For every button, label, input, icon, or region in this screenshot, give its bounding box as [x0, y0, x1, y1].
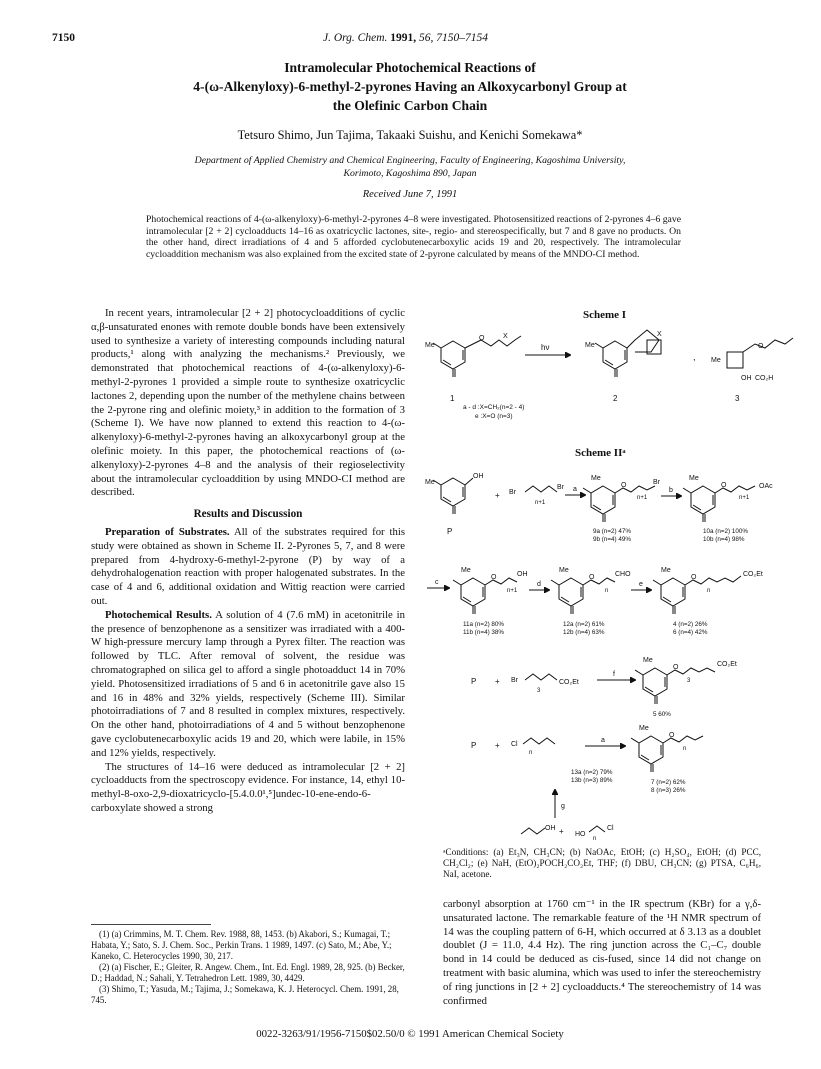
o-label: O: [479, 335, 485, 342]
x-label: X: [657, 331, 662, 338]
prep-text: All of the substrates required for this study were obtained as shown in Scheme II. 2-Pyrones 5, 7, and 8 were prepared from 4-hydroxy-6-methyl-2-pyrone (P) by way of a dehydrohalogenation reaction with proper halogenated substrates. In the case of 4 and 6, additional oxidation and Wittig reaction were carried out.: [91, 525, 405, 607]
me-label: Me: [559, 567, 569, 574]
substituent-a-d: a - d :X=CH₂(n=2 - 4): [463, 404, 525, 411]
yield-9b: 9b (n=4) 49%: [593, 536, 631, 543]
yield-8: 8 (n=3) 26%: [651, 787, 686, 794]
comma: ,: [693, 352, 696, 362]
received-date: Received June 7, 1991: [362, 189, 458, 200]
scheme-2-title: Scheme IIᵃ: [575, 447, 626, 459]
me-label: Me: [461, 567, 471, 574]
yield-11a: 11a (n=2) 80%: [463, 621, 505, 628]
page-number: 7150: [52, 32, 75, 44]
yield-6: 6 (n=4) 42%: [673, 629, 708, 636]
me-label: Me: [711, 357, 721, 364]
affiliation-line: Korimoto, Kagoshima 890, Japan: [343, 167, 477, 179]
step-b: b: [669, 487, 673, 494]
yield-13a: 13a (n=2) 79%: [571, 769, 613, 776]
footnote: (3) Shimo, T.; Yasuda, M.; Tajima, J.; Somekawa, K. J. Heterocycl. Chem. 1991, 28, 745.: [91, 984, 399, 1005]
br-label: Br: [557, 484, 564, 491]
affiliation: [110, 155, 710, 180]
yield-12a: 12a (n=2) 61%: [563, 621, 605, 628]
o-label: O: [589, 574, 595, 581]
photo-paragraph: [91, 609, 405, 761]
me-label: Me: [425, 479, 435, 486]
left-column: [91, 307, 405, 816]
n-plus-1-label: n+1: [637, 495, 648, 501]
yield-13b: 13b (n=3) 89%: [571, 777, 613, 784]
footnote-rule: [91, 924, 211, 925]
cl-label: Cl: [607, 825, 614, 832]
me-label: Me: [661, 567, 671, 574]
compound-P-label: P: [471, 741, 477, 750]
co2et-label: CO₂Et: [717, 661, 737, 668]
oh-label: OH: [517, 571, 528, 578]
oh-label: OH: [545, 825, 556, 832]
compound-P-label: P: [471, 677, 477, 686]
o-label: O: [673, 664, 679, 671]
n-label: n: [593, 836, 597, 842]
o-label: O: [669, 732, 675, 739]
running-header: [52, 32, 759, 52]
oac-label: OAc: [759, 483, 773, 490]
pyrone-7-8-structure: [631, 736, 663, 772]
title-line: Intramolecular Photochemical Reactions of: [284, 60, 536, 75]
pyrone-12-structure: [551, 578, 583, 614]
prep-heading: Preparation of Substrates.: [105, 525, 230, 538]
footnote: (2) (a) Fischer, E.; Gleiter, R. Angew. Chem., Int. Ed. Engl. 1989, 28, 925. (b) Becker, D.; Haddad, N.; Sahali, Y. Tetrahedron Lett. 1989, 30, 4429.: [91, 962, 405, 983]
authors: Tetsuro Shimo, Jun Tajima, Takaaki Suishu, and Kenichi Somekawa*: [237, 128, 583, 142]
step-e: e: [639, 581, 643, 588]
hv-label: hν: [541, 343, 550, 352]
step-f: f: [613, 671, 615, 678]
yield-11b: 11b (n=4) 38%: [463, 629, 505, 636]
co2h-label: CO₂H: [755, 375, 774, 382]
me-label: Me: [689, 475, 699, 482]
me-label: Me: [591, 475, 601, 482]
right-column-text: carbonyl absorption at 1760 cm⁻¹ in the IR spectrum (KBr) for a γ,δ-unsaturated lactone. The remarkable feature of the ¹H NMR spectrum of 14 was the coupling pattern of 6-H, which occurred at δ 3.13 as a doublet doublet (J = 11.0, 4.4 Hz). The ring junction across the C₁–C₇ double bond in 14 could be deduced as cis-fused, since 14 did not change on treatment with basic alumina, which was used to infer the stereochemistry of ring junctions in [2 + 2] cycloadducts.⁴ The stereochemistry of 14 was confirmed: [443, 898, 761, 1007]
n-plus-1-label: n+1: [535, 500, 546, 506]
article-title: [100, 58, 720, 115]
title-line: 4-(ω-Alkenyloxy)-6-methyl-2-pyrones Having an Alkoxycarbonyl Group at: [193, 79, 627, 94]
reaction-schemes: [425, 300, 805, 845]
step-a: a: [573, 486, 577, 493]
pyrone-P-structure: [433, 478, 465, 514]
o-label: O: [621, 482, 627, 489]
pyrone-4-6-structure: [653, 578, 685, 614]
br-label: Br: [511, 677, 518, 684]
photo-text: A solution of 4 (7.6 mM) in acetonitrile in the presence of benzophenone as a sensitizer was irradiated with a 400-W high-pressure mercury lamp through a Pyrex filter. The reaction was followed by TLC. After removal of solvent, the residue was chromatographed on silica gel to afford a single photoadduct 14 in 70% yield. Photosensitized irradiations of 5 and 6 in acetonitrile gave also 15 and 16 in 48% and 32% yields, respectively (Scheme III). Similar photoirradiations of 7 and 8 resulted in complex mixtures, respectively. On the other hand, photoirradiations of 4 and 5 without benzophenone gave cyclobutenecarboxylic acids 19 and 20, which were labile, in 15% and 12% yields, respectively.: [91, 608, 405, 759]
intro-paragraph: In recent years, intramolecular [2 + 2] photocycloadditions of cyclic α,β-unsaturated enones with remote double bonds have been extensively used to synthesize a variety of interesting compounds including natural products,¹ along with analyzing the mechanisms.² Previously, we demonstrated that photochemical reactions of 4-(ω-alkenyloxy)-6-methyl-2-pyrones 1 provided a simple route to synthesize oxatricyclic lactones 2, depending upon the number of the methylene chains between the 2-pyrone ring and olefinic moiety,³ in addition to the formation of 3 (Scheme I). We have now planned to extend this reaction to 4-(ω-alkenyloxy)-6-methyl-2-pyrones having an alkoxycarbonyl group at the olefinic moiety. In this paper, the photochemical reactions of (ω-alkenyloxy)-2-pyrones 4–8 and the analysis of their regioselectivity about the intramolecular cycloaddition by using MNDO-CI method are described.: [91, 307, 405, 499]
yield-10a: 10a (n=2) 100%: [703, 528, 748, 535]
plus-sign: +: [495, 677, 500, 686]
oh-label: OH: [473, 473, 484, 480]
pyrone-1-structure: [433, 341, 465, 377]
o-label: O: [491, 574, 497, 581]
affiliation-line: Department of Applied Chemistry and Chemical Engineering, Faculty of Engineering, Kagoshima University,: [194, 155, 626, 166]
br-label: Br: [509, 489, 516, 496]
n-label: n: [605, 588, 609, 594]
step-d: d: [537, 581, 541, 588]
me-label: Me: [639, 725, 649, 732]
br-label: Br: [653, 479, 660, 486]
compound-P-label: P: [447, 527, 453, 536]
cl-label: Cl: [511, 741, 518, 748]
me-label: Me: [585, 342, 595, 349]
n-label: n: [707, 588, 711, 594]
compound-2-label: 2: [613, 394, 618, 403]
copyright-footer: 0022-3263/91/1956-7150$02.50/0 © 1991 American Chemical Society: [256, 1028, 564, 1040]
co2et-label: CO₂Et: [743, 571, 763, 578]
structure-paragraph: The structures of 14–16 were deduced as intramolecular [2 + 2] cycloadducts from the spectroscopy evidence. For instance, 14, ethyl 10-methyl-8-oxo-2,9-dioxatricyclo-[5.4.0.0¹,⁵]undec-10-ene-endo-6-carboxylate showed a strong: [91, 760, 405, 814]
journal-name: J. Org. Chem.: [322, 32, 388, 44]
scheme-1-title: Scheme I: [583, 309, 627, 321]
n-3-label: 3: [537, 688, 541, 694]
x-label: X: [503, 333, 508, 340]
footnotes: [91, 924, 405, 1006]
yield-5: 5 60%: [653, 711, 671, 718]
yield-12b: 12b (n=4) 63%: [563, 629, 605, 636]
step-c: c: [435, 579, 439, 586]
lactone-2-structure: [595, 341, 627, 377]
abstract: Photochemical reactions of 4-(ω-alkenyloxy)-6-methyl-2-pyrones 4–8 were investigated. Photosensitized reactions of 2-pyrones 4–6 gave intramolecular [2 + 2] cycloadducts 14–16 as oxatricyclic lactones, site-, regio- and stereospecifically, but 7 and 8 gave no products. On the other hand, direct irradiations of 4 and 5 afforded cyclobutenecarboxylic acids 19 and 20, respectively. The intramolecular cycloaddition mechanism was also explained from the excited state of 2-pyrone calculated by means of the MNDO-CI method.: [146, 214, 681, 260]
pyrone-5-structure: [635, 668, 667, 704]
n-label: n: [529, 750, 533, 756]
prep-paragraph: [91, 526, 405, 609]
n-3-label: 3: [687, 678, 691, 684]
journal-pages: 7150–7154: [436, 32, 489, 44]
ho-label: HO: [575, 831, 586, 838]
section-heading: Results and Discussion: [193, 508, 303, 521]
compound-3-label: 3: [735, 394, 740, 403]
o-label: O: [721, 482, 727, 489]
oh-label: OH: [741, 375, 752, 382]
step-a: a: [601, 737, 605, 744]
substituent-e: e :X=O (n=3): [475, 413, 513, 420]
title-line: the Olefinic Carbon Chain: [332, 98, 488, 113]
yield-7: 7 (n=2) 62%: [651, 779, 686, 786]
scheme-conditions: ᵃConditions: (a) Et₃N, CH₃CN; (b) NaOAc, EtOH; (c) H₂SO₄, EtOH; (d) PCC, CH₂Cl₂; (e) NaH, (EtO)₂POCH₂CO₂Et, THF; (f) DBU, CH₃CN; (g) PTSA, C₆H₆, NaI, acetone.: [443, 847, 761, 879]
yield-10b: 10b (n=4) 98%: [703, 536, 745, 543]
n-plus-1-label: n+1: [507, 588, 518, 594]
pyrone-9-structure: [583, 486, 615, 522]
journal-volume: 56,: [419, 32, 434, 44]
o-label: O: [691, 574, 697, 581]
me-label: Me: [425, 342, 435, 349]
plus-sign: +: [495, 491, 500, 500]
o-label: O: [758, 343, 764, 350]
plus-sign: +: [559, 827, 564, 836]
pyrone-10-structure: [683, 486, 715, 522]
co2et-label: CO₂Et: [559, 679, 579, 686]
photo-heading: Photochemical Results.: [105, 608, 212, 621]
journal-year: 1991,: [390, 32, 417, 44]
n-plus-1-label: n+1: [739, 495, 750, 501]
step-g: g: [561, 803, 565, 810]
footnote: (1) (a) Crimmins, M. T. Chem. Rev. 1988, 88, 1453. (b) Akabori, S.; Kumagai, T.; Habata, Y.; Sato, S. J. Chem. Soc., Perkin Trans. 1 1989, 1497. (c) Sato, M.; Abe, Y.; Kaneko, C. Heterocycles 1990, 30, 217.: [91, 929, 392, 961]
journal-citation: [52, 32, 759, 44]
yield-9a: 9a (n=2) 47%: [593, 528, 631, 535]
me-label: Me: [643, 657, 653, 664]
n-label: n: [683, 746, 687, 752]
compound-1-label: 1: [450, 394, 455, 403]
yield-4: 4 (n=2) 26%: [673, 621, 708, 628]
plus-sign: +: [495, 741, 500, 750]
pyrone-11-structure: [453, 578, 485, 614]
cho-label: CHO: [615, 571, 631, 578]
